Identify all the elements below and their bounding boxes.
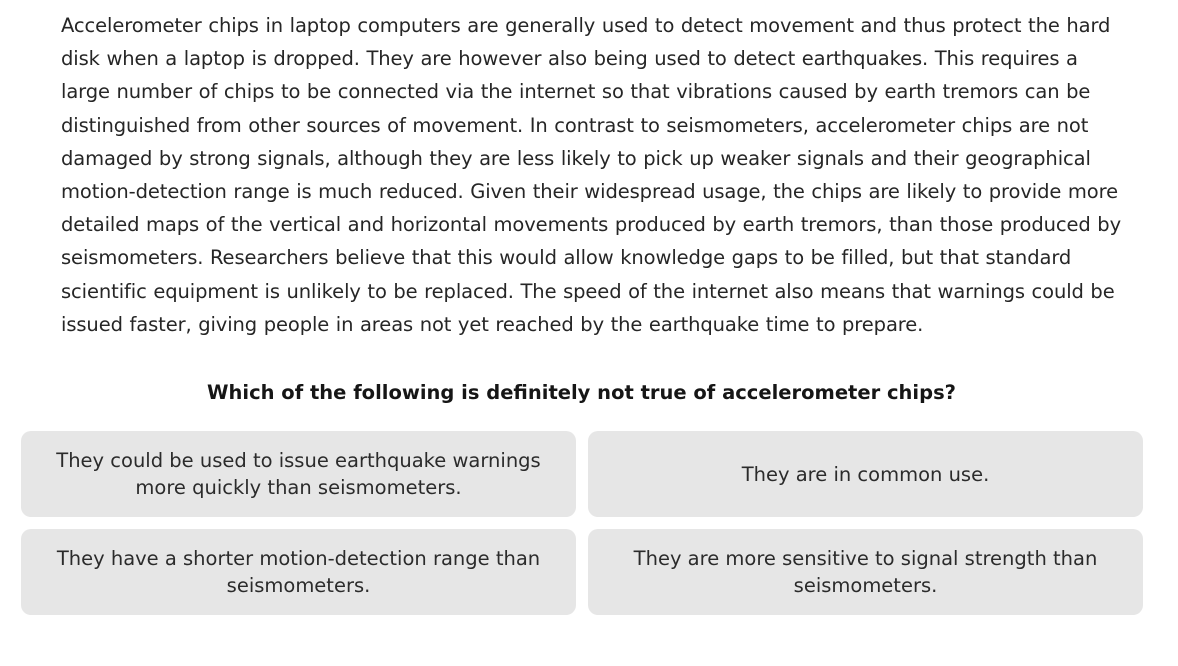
question-text: Which of the following is definitely not true of accelerometer chips? <box>207 381 956 404</box>
passage-line: motion-detection range is much reduced. Given their widespread usage, the chips are likely to provide more <box>61 180 1118 204</box>
answer-option-label: They are in common use. <box>741 462 990 486</box>
answer-option-label: They are more sensitive to signal strength than seismometers. <box>633 547 1098 597</box>
answer-option-2[interactable] <box>588 431 1143 517</box>
passage-line: large number of chips to be connected via the internet so that vibrations caused by earth tremors can be <box>61 80 1091 104</box>
answer-option-label: They have a shorter motion-detection range than seismometers. <box>56 547 541 597</box>
passage-line: damaged by strong signals, although they are less likely to pick up weaker signals and their geographical <box>61 146 1091 170</box>
answer-option-label: They could be used to issue earthquake warnings more quickly than seismometers. <box>56 449 541 499</box>
passage-line: disk when a laptop is dropped. They are however also being used to detect earthquakes. This requires a <box>61 47 1078 71</box>
passage-line: scientific equipment is unlikely to be replaced. The speed of the internet also means that warnings could be <box>61 279 1115 303</box>
passage-line: distinguished from other sources of movement. In contrast to seismometers, accelerometer chips are not <box>61 113 1089 137</box>
reading-passage <box>61 9 1121 341</box>
answer-option-1[interactable] <box>21 431 576 517</box>
answer-option-3[interactable] <box>21 529 576 615</box>
passage-line: detailed maps of the vertical and horizontal movements produced by earth tremors, than those produced by <box>61 213 1122 237</box>
passage-line: issued faster, giving people in areas not yet reached by the earthquake time to prepare. <box>61 312 924 336</box>
passage-line: seismometers. Researchers believe that this would allow knowledge gaps to be filled, but that standard <box>61 246 1072 270</box>
passage-line: Accelerometer chips in laptop computers are generally used to detect movement and thus protect the hard <box>61 14 1111 37</box>
answer-option-4[interactable] <box>588 529 1143 615</box>
answer-options <box>21 431 1143 615</box>
